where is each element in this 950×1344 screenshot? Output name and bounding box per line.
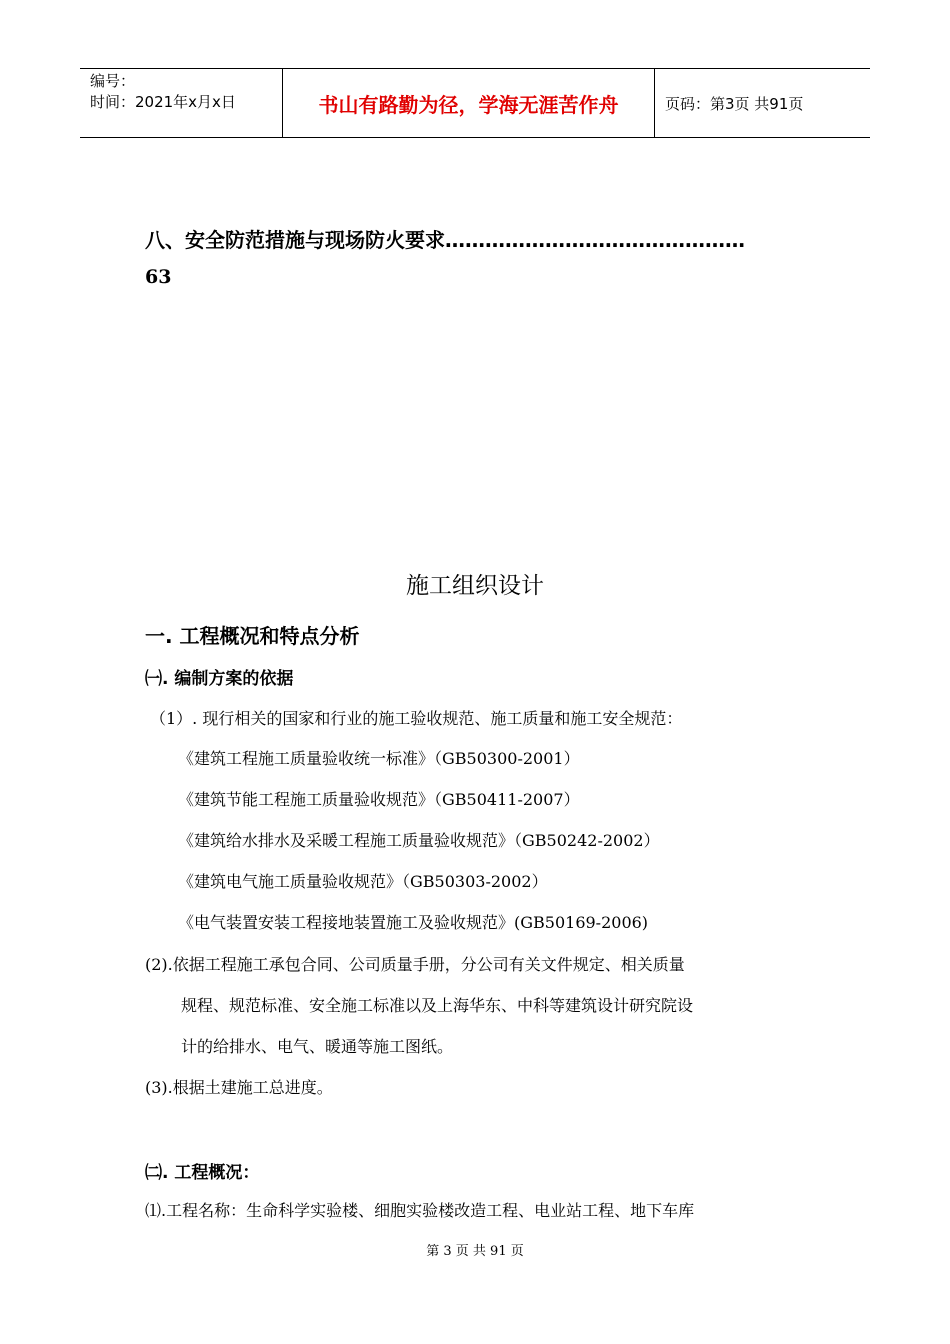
toc-page-number: 63	[145, 266, 172, 288]
subsection-heading-1: ㈠. 编制方案的依据	[145, 669, 294, 689]
toc-entry: 八、安全防范措施与现场防火要求………………………………………	[145, 228, 745, 252]
page-label: 页码：第3页 共91页	[665, 94, 804, 113]
paragraph-basis-2-line-1: (2).依据工程施工承包合同、公司质量手册，分公司有关文件规定、相关质量	[145, 955, 685, 974]
header-table	[80, 68, 870, 138]
paragraph-basis-2-line-2: 规程、规范标准、安全施工标准以及上海华东、中科等建筑设计研究院设	[181, 996, 694, 1015]
standard-item-4: 《建筑电气施工质量验收规范》（GB50303-2002）	[178, 872, 548, 891]
header-left-cell	[80, 69, 282, 137]
paragraph-overview-1: ⑴.工程名称：生命科学实验楼、细胞实验楼改造工程、电业站工程、地下车库	[145, 1201, 695, 1220]
motto: 书山有路勤为径，学海无涯苦作舟	[282, 69, 655, 137]
section-heading-1: 一. 工程概况和特点分析	[145, 624, 360, 648]
paragraph-basis-2-line-3: 计的给排水、电气、暖通等施工图纸。	[181, 1037, 454, 1056]
document-title: 施工组织设计	[406, 573, 544, 599]
standard-item-5: 《电气装置安装工程接地装置施工及验收规范》(GB50169-2006)	[178, 913, 649, 932]
paragraph-basis-3: (3).根据土建施工总进度。	[145, 1078, 333, 1097]
standard-item-1: 《建筑工程施工质量验收统一标准》（GB50300-2001）	[178, 749, 580, 768]
code-label: 编号：	[90, 72, 136, 90]
time-label: 时间：2021年x月x日	[90, 93, 236, 111]
standard-item-2: 《建筑节能工程施工质量验收规范》（GB50411-2007）	[178, 790, 580, 809]
subsection-heading-2: ㈡. 工程概况：	[145, 1163, 260, 1183]
standard-item-3: 《建筑给水排水及采暖工程施工质量验收规范》（GB50242-2002）	[178, 831, 660, 850]
page-footer: 第 3 页 共 91 页	[426, 1244, 524, 1259]
paragraph-basis-1: （1）. 现行相关的国家和行业的施工验收规范、施工质量和施工安全规范：	[150, 709, 683, 728]
